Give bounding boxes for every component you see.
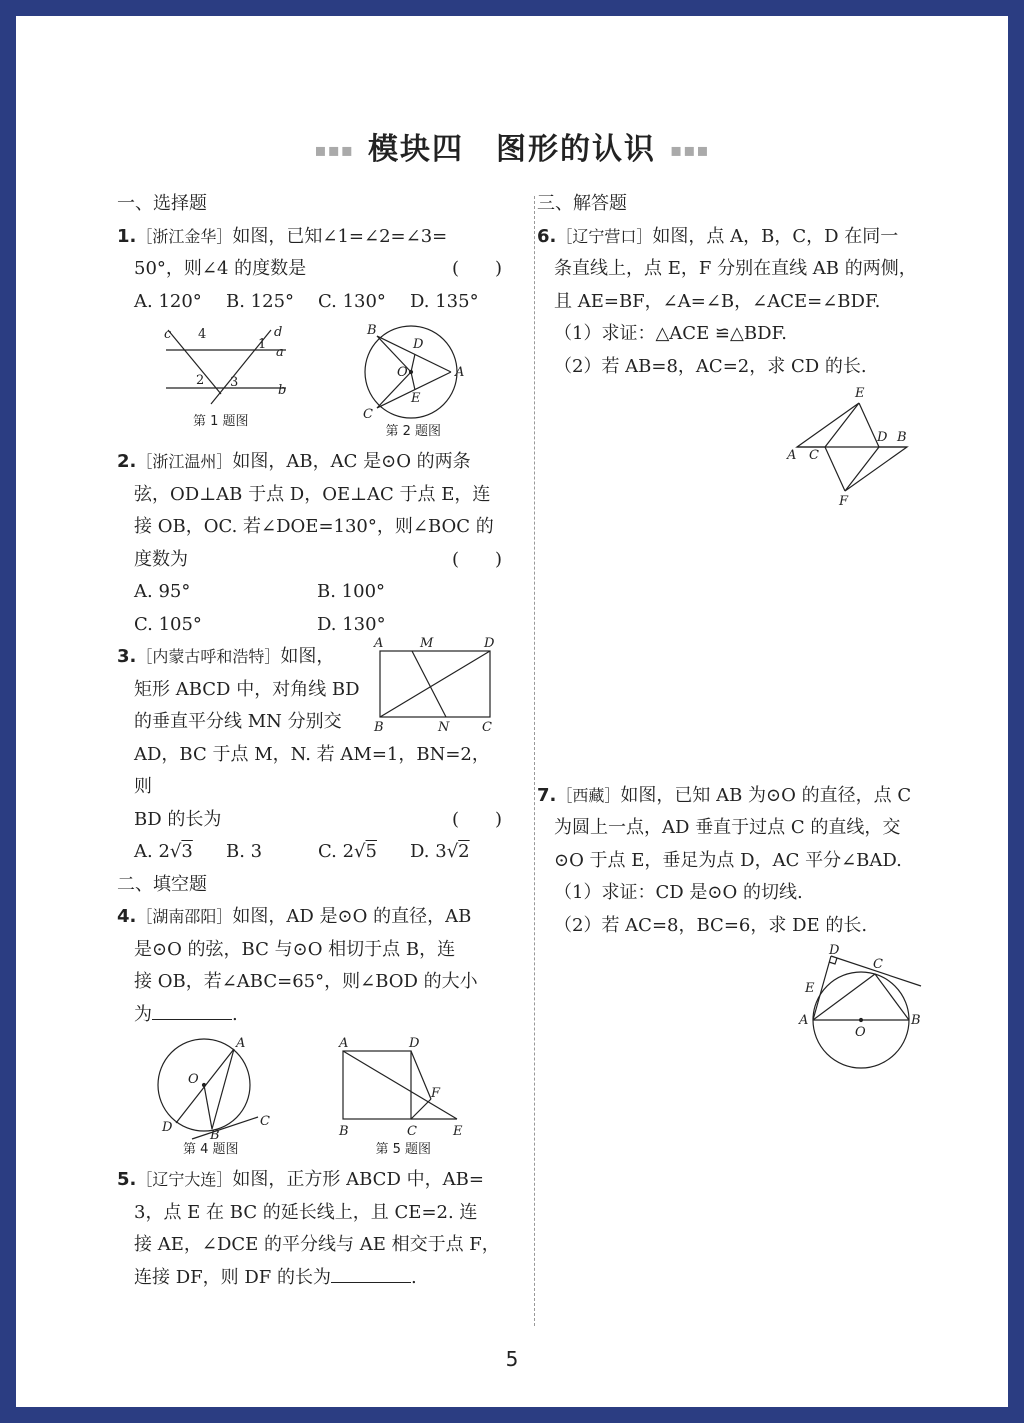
f1-label-a: a (275, 345, 284, 360)
q6-line3: 且 AE=BF，∠A=∠B，∠ACE=∠BDF. (554, 290, 881, 312)
figure-4-diagram (146, 1035, 276, 1140)
figure-2-diagram (353, 322, 473, 422)
figure-1 (146, 322, 296, 442)
f6-label-e: E (855, 386, 865, 401)
figure-7 (537, 942, 925, 1084)
q4-line2: 是⊙O 的弦，BC 与⊙O 相切于点 B，连 (134, 938, 456, 960)
f4-label-d: D (161, 1120, 173, 1135)
figure-1-caption: 第 1 题图 (192, 414, 249, 429)
f7-label-c: C (873, 957, 883, 972)
q3-source: ［内蒙古呼和浩特］ (136, 647, 281, 666)
q2-line1: 如图，AB，AC 是⊙O 的两条 (232, 451, 471, 472)
q7-number: 7. (537, 784, 557, 806)
q2-line4: 度数为 (134, 548, 188, 570)
q2-line3: 接 OB，OC. 若∠DOE=130°，则∠BOC 的 (134, 516, 494, 537)
q2-options-row1 (117, 576, 502, 609)
q4-q5-figures (117, 1035, 502, 1160)
q3-line5: BD 的长为 (134, 808, 222, 830)
page-title (16, 124, 1008, 168)
f5-label-d: D (409, 1036, 420, 1051)
q5-line3: 接 AE，∠DCE 的平分线与 AE 相交于点 F， (134, 1234, 500, 1255)
q3-number: 3. (117, 646, 137, 667)
q2-option-c[interactable]: C. 105° (134, 613, 202, 635)
q4-line4: 为 (134, 1003, 152, 1025)
f3-label-c: C (482, 720, 492, 732)
q2-option-a[interactable]: A. 95° (134, 581, 191, 602)
section-fill-heading: 二、填空题 (117, 873, 207, 895)
q3-line3: 的垂直平分线 MN 分别交 (134, 711, 342, 732)
f7-label-o: O (855, 1025, 866, 1040)
f7-label-e: E (805, 981, 815, 996)
f4-label-c: C (259, 1114, 270, 1129)
q2-number: 2. (117, 451, 137, 472)
f3-label-b: B (374, 720, 384, 732)
q1-option-a[interactable]: A. 120° (134, 290, 202, 312)
question-5: 5.［辽宁大连］如图，正方形 ABCD 中，AB= 3，点 E 在 BC 的延长线上，且 CE=2. 连 接 AE，∠DCE 的平分线与 AE 相交于点 F， 连接 DF，则 DF 的长为 . (117, 1164, 502, 1294)
q2-line2: 弦，OD⊥AB 于点 D，OE⊥AC 于点 E，连 (134, 483, 491, 505)
q3-options (117, 836, 502, 869)
q1-option-b[interactable]: B. 125° (226, 290, 295, 312)
f7-label-d: D (829, 943, 840, 958)
question-6 (537, 221, 925, 520)
q5-source: ［辽宁大连］ (136, 1170, 233, 1189)
q4-number: 4. (117, 906, 137, 927)
f1-label-3: 3 (229, 375, 239, 390)
f6-label-b: B (897, 430, 907, 445)
left-column (117, 188, 502, 1294)
question-4: 4.［湖南邵阳］如图，AD 是⊙O 的直径，AB 是⊙O 的弦，BC 与⊙O 相切于点 B，连 接 OB，若∠ABC=65°，则∠BOD 的大小 为 . (117, 901, 502, 1031)
q3-line2: 矩形 ABCD 中，对角线 BD (134, 678, 360, 700)
q2-option-d[interactable]: D. 130° (317, 613, 386, 635)
q4-line3: 接 OB，若∠ABC=65°，则∠BOD 的大小 (134, 971, 478, 992)
f5-label-e: E (453, 1124, 463, 1139)
f5-label-a: A (339, 1036, 349, 1051)
q4-line1: 如图，AD 是⊙O 的直径，AB (232, 906, 472, 927)
q1-options (117, 286, 502, 319)
figure-6-diagram (785, 383, 925, 508)
f3-label-m: M (420, 637, 434, 651)
page-number: 5 (505, 1347, 519, 1371)
figure-6 (537, 383, 925, 520)
figure-2 (353, 322, 473, 442)
q3-option-d[interactable]: D. 3√2 (410, 841, 470, 862)
q4-source: ［湖南邵阳］ (136, 907, 233, 926)
f3-label-d: D (484, 637, 495, 651)
f5-label-b: B (339, 1124, 349, 1139)
q6-source: ［辽宁营口］ (556, 226, 653, 246)
f1-label-1: 1 (257, 337, 267, 352)
q5-line4: 连接 DF，则 DF 的长为 (134, 1266, 332, 1288)
q3-option-b[interactable]: B. 3 (226, 841, 263, 862)
f2-label-c: C (363, 407, 374, 422)
q5-line2: 3，点 E 在 BC 的延长线上，且 CE=2. 连 (134, 1201, 478, 1223)
q4-answer-blank[interactable] (152, 1001, 232, 1020)
f6-label-a: A (787, 448, 797, 463)
f2-label-a: A (455, 365, 465, 380)
figure-2-caption: 第 2 题图 (385, 424, 442, 439)
figure-7-diagram (785, 942, 925, 1072)
q5-number: 5. (117, 1169, 137, 1190)
q2-answer-paren: ( ) (451, 548, 502, 570)
q6-number: 6. (537, 225, 557, 247)
q7-part1: （1）求证：CD 是⊙O 的切线. (554, 882, 803, 903)
q1-option-d[interactable]: D. 135° (410, 290, 479, 312)
f4-label-a: A (235, 1036, 246, 1051)
section-choice-heading: 一、选择题 (117, 193, 207, 214)
f1-label-d: d (273, 325, 283, 340)
question-3 (117, 637, 502, 869)
figure-5-caption: 第 5 题图 (375, 1142, 432, 1157)
f1-label-4: 4 (197, 327, 207, 342)
q7-part2: （2）若 AC=8，BC=6，求 DE 的长. (554, 914, 868, 936)
f7-label-a: A (799, 1013, 809, 1028)
q5-answer-blank[interactable] (331, 1264, 411, 1283)
q6-line2: 条直线上，点 E，F 分别在直线 AB 的两侧， (554, 258, 917, 279)
f5-label-f: F (431, 1086, 441, 1101)
q1-source: ［浙江金华］ (136, 226, 233, 246)
question-2 (117, 446, 502, 641)
q3-option-c[interactable]: C. 2√5 (318, 841, 377, 862)
right-column (537, 188, 925, 1084)
q1-option-c[interactable]: C. 130° (318, 290, 386, 312)
f5-label-c: C (407, 1124, 418, 1139)
q1-number: 1. (117, 225, 137, 247)
q2-option-b[interactable]: B. 100° (317, 581, 386, 602)
q7-source: ［西藏］ (556, 785, 621, 805)
figure-5 (333, 1035, 473, 1160)
figure-1-diagram (146, 322, 296, 412)
f6-label-f: F (839, 494, 849, 508)
q2-source: ［浙江温州］ (136, 452, 233, 471)
q3-line4: AD，BC 于点 M，N. 若 AM=1，BN=2，则 (134, 743, 490, 797)
q6-line1: 如图，点 A，B，C，D 在同一 (652, 225, 899, 247)
q3-line1: 如图， (280, 646, 335, 667)
q7-line2: 为圆上一点，AD 垂直于过点 C 的直线，交 (554, 817, 901, 838)
question-1 (117, 221, 502, 319)
f6-label-c: C (809, 448, 819, 463)
f4-label-o: O (187, 1072, 199, 1087)
worksheet-page (16, 16, 1008, 1407)
section-solve-heading: 三、解答题 (537, 193, 627, 214)
f1-label-2: 2 (195, 373, 205, 388)
q7-line3: ⊙O 于点 E，垂足为点 D，AC 平分∠BAD. (554, 849, 902, 871)
f6-label-d: D (877, 430, 888, 445)
figure-4-caption: 第 4 题图 (182, 1142, 239, 1157)
f7-label-b: B (911, 1013, 921, 1028)
title-decoration-right: ▪▪▪ (670, 140, 710, 161)
question-7 (537, 780, 925, 1084)
q3-answer-paren: ( ) (451, 808, 502, 830)
f2-label-e: E (411, 391, 421, 406)
q1-q2-figures (117, 322, 502, 442)
f4-label-b: B (209, 1128, 220, 1140)
f1-label-b: b (277, 383, 287, 398)
f2-label-b: B (367, 323, 377, 338)
f3-label-n: N (438, 720, 450, 732)
figure-4 (146, 1035, 276, 1160)
q1-answer-paren: ( ) (451, 258, 502, 279)
q1-line1: 如图，已知∠1=∠2=∠3= (232, 225, 448, 247)
q6-part1: （1）求证：△ACE ≌△BDF. (554, 323, 787, 344)
title-text: 模块四 图形的认识 (368, 132, 656, 167)
q3-option-a[interactable]: A. 2√3 (134, 841, 193, 862)
figure-3-diagram (372, 637, 502, 732)
title-decoration-left: ▪▪▪ (314, 140, 354, 161)
q5-line1: 如图，正方形 ABCD 中，AB= (232, 1169, 484, 1190)
f2-label-d: D (413, 337, 424, 352)
f2-label-o: O (397, 365, 408, 380)
f1-label-c: c (163, 327, 172, 342)
column-divider (534, 196, 535, 1326)
f3-label-a: A (374, 637, 384, 651)
q7-line1: 如图，已知 AB 为⊙O 的直径，点 C (620, 784, 912, 806)
q6-part2: （2）若 AB=8，AC=2，求 CD 的长. (554, 355, 867, 377)
q1-line2: 50°，则∠4 的度数是 (134, 258, 307, 279)
figure-5-diagram (333, 1035, 473, 1140)
